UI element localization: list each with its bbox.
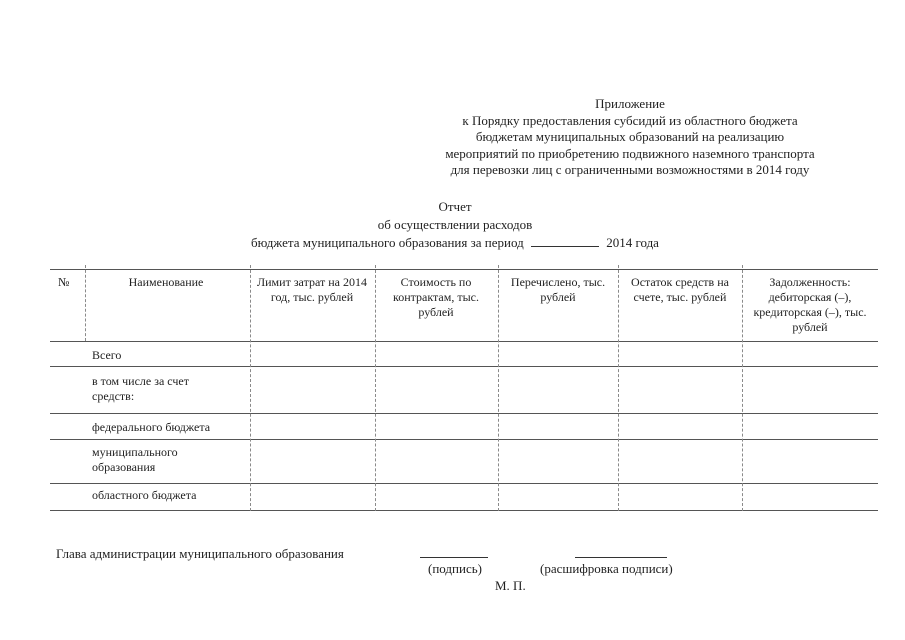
signature-caption: (подпись)	[428, 561, 482, 576]
column-divider	[250, 265, 251, 511]
row-including-label: в том числе за счет средств:	[92, 374, 189, 403]
header-bottom-border	[50, 341, 878, 342]
appendix-line: к Порядку предоставления субсидий из областного бюджета	[462, 112, 798, 128]
signature-label: Глава администрации муниципального образования	[56, 546, 344, 561]
appendix-line: бюджетам муниципальных образований на реализацию	[475, 129, 785, 145]
header-name: Наименование	[128, 275, 204, 289]
stamp-placeholder: М. П.	[495, 578, 526, 593]
appendix-title: Приложение	[595, 96, 665, 111]
appendix-line: для перевозки лиц с ограниченными возможностями в 2014 году	[450, 162, 810, 178]
column-divider	[618, 265, 619, 511]
signature-decode-line[interactable]	[575, 557, 667, 558]
table-bottom-border	[50, 510, 878, 511]
row-divider	[50, 483, 878, 484]
report-title-block	[170, 198, 740, 252]
report-subtitle: об осуществлении расходов	[377, 217, 533, 232]
row-divider	[50, 366, 878, 367]
appendix-line: мероприятий по приобретению подвижного наземного транспорта	[445, 145, 815, 161]
column-divider	[375, 265, 376, 511]
row-federal-label: федерального бюджета	[92, 420, 211, 434]
row-total-label: Всего	[92, 348, 122, 362]
row-regional-label: областного бюджета	[92, 488, 197, 502]
appendix-header	[380, 96, 880, 179]
row-divider	[50, 439, 878, 440]
report-period-suffix: 2014 года	[606, 235, 659, 250]
header-debt: Задолженность: дебиторская (–), кредиторская (–), тыс. рублей	[753, 275, 867, 334]
report-period-prefix: бюджета муниципального образования за период	[251, 235, 524, 250]
column-divider	[498, 265, 499, 511]
report-title: Отчет	[438, 199, 472, 214]
report-period-line	[170, 234, 740, 252]
expense-report-table	[50, 265, 878, 513]
header-transferred: Перечислено, тыс. рублей	[510, 275, 606, 304]
table-top-border	[50, 269, 878, 270]
row-municipal-label: муниципального образования	[92, 445, 178, 474]
row-divider	[50, 413, 878, 414]
header-number: №	[58, 275, 70, 289]
header-balance: Остаток средств на счете, тыс. рублей	[631, 275, 729, 304]
period-blank-field[interactable]	[531, 236, 599, 247]
column-divider	[742, 265, 743, 511]
header-limit: Лимит затрат на 2014 год, тыс. рублей	[257, 275, 367, 304]
header-contracts: Стоимость по контрактам, тыс. рублей	[393, 275, 479, 319]
signature-line[interactable]	[420, 557, 488, 558]
signature-decode-caption: (расшифровка подписи)	[540, 561, 673, 576]
